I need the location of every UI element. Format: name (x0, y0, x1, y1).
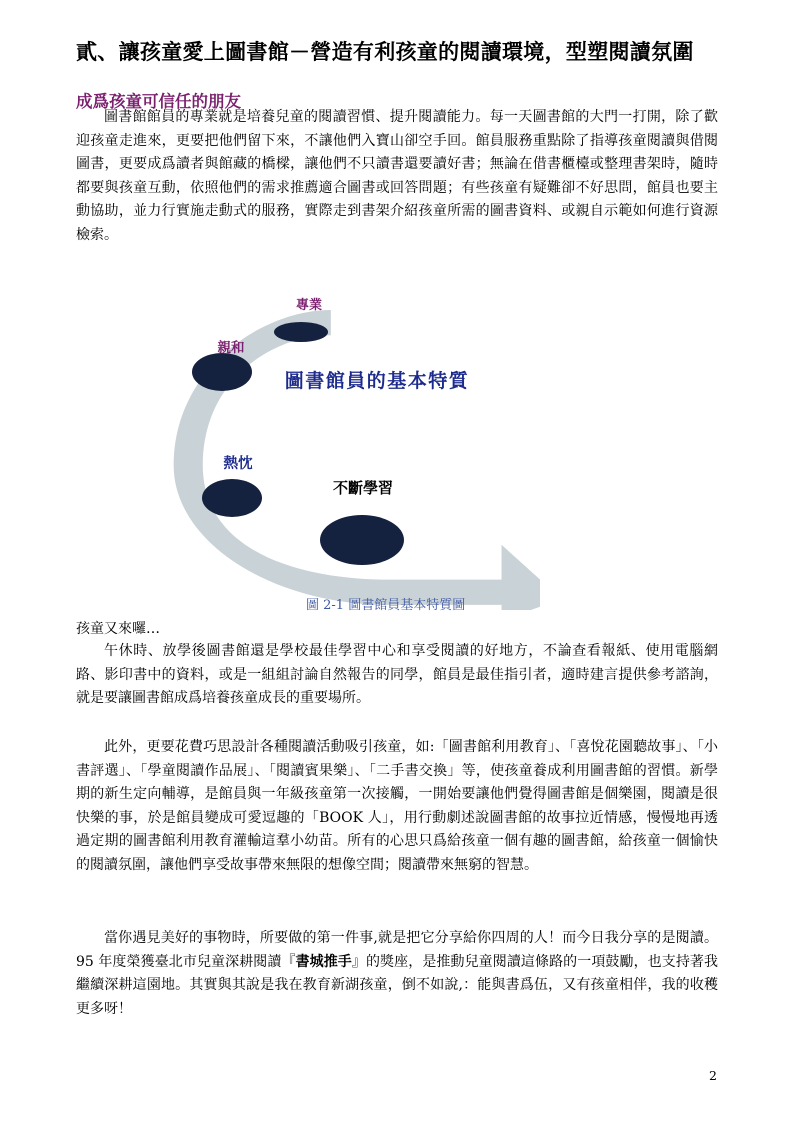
node-enthusiasm (202, 479, 262, 517)
diagram-caption: 圖 2-1 圖書館員基本特質圖 (306, 598, 466, 613)
trait-label-friendly: 親和 (217, 340, 245, 356)
paragraph-activities: 此外，更要花費巧思設計各種閱讀活動吸引孩童，如:「圖書館利用教育」、「喜悅花園聽故事」、「小書評選」、「學童閱讀作品展」、「閱讀賓果樂」、「二手書交換」等，使孩童養成利用圖書館的習慣。新學期的新生定向輔導，是館員與一年級孩童第一次接觸，一開始要讓他們覺得圖書館是個樂園，閱讀是很快樂的事，於是館員變成可愛逗趣的「BOOK 人」，用行動劇述說圖書館的故事拉近情感，慢慢地再透過定期的圖書館利用教育灌輸這羣小幼苗。所有的心思只爲給孩童一個有趣的圖書館，給孩童一個愉快的閱讀氛圍，讓他們享受故事帶來無限的想像空間；閱讀帶來無窮的智慧。 (76, 739, 718, 873)
page-number: 2 (709, 1068, 717, 1083)
paragraph-sharing-text-1: 當你遇見美好的事物時，所要做的第一件事,就是把它分享給你四周的人！而今日我分享的是閱讀。95 年度榮獲臺北市兒童深耕閱讀『 (76, 930, 718, 970)
trait-label-continuous-learning: 不斷學習 (332, 479, 394, 497)
subhead-kids-again: 孩童又來囉… (76, 621, 160, 637)
node-friendly (192, 353, 252, 391)
center-label: 圖書館員的基本特質 (284, 370, 470, 392)
trait-label-professional: 專業 (295, 298, 323, 313)
paragraph-sharing (76, 927, 718, 1021)
award-name: 書城推手 (295, 953, 352, 970)
page-title: 貳、讓孩童愛上圖書館－營造有利孩童的閱讀環境，型塑閱讀氛圍 (76, 40, 694, 64)
node-professional (274, 322, 328, 342)
paragraph-after-school: 午休時、放學後圖書館還是學校最佳學習中心和享受閱讀的好地方，不論查看報紙、使用電腦網路、影印書中的資料，或是一組組討論自然報告的同學，館員是最佳指引者，適時建言提供參考諮詢，就是要讓圖書館成爲培養孩童成長的重要場所。 (76, 643, 718, 707)
section-heading: 成爲孩童可信任的朋友 (76, 92, 241, 111)
trait-label-enthusiasm: 熱忱 (223, 456, 253, 472)
librarian-traits-diagram (160, 290, 540, 610)
paragraph-librarian-role: 圖書館館員的專業就是培養兒童的閱讀習慣、提升閱讀能力。每一天圖書館的大門一打開，除了歡迎孩童走進來，更要把他們留下來，不讓他們入寶山卻空手回。館員服務重點除了指導孩童閱讀與借閱圖書，更要成爲讀者與館藏的橋樑，讓他們不只讀書還要讀好書；無論在借書櫃檯或整理書架時，隨時都要與孩童互動，依照他們的需求推薦適合圖書或回答問題；有些孩童有疑難卻不好思問，館員也要主動協助，並力行實施走動式的服務，實際走到書架介紹孩童所需的圖書資料、或親自示範如何進行資源檢索。 (76, 109, 718, 243)
node-continuous-learning (320, 515, 404, 565)
paragraph-sharing-text-2: 』的獎座，是推動兒童閱讀這條路的一項鼓勵，也支持著我繼續深耕這園地。其實與其說是我在教育新湖孩童，倒不如說,：能與書爲伍，又有孩童相伴，我的收穫更多呀！ (76, 953, 719, 1017)
